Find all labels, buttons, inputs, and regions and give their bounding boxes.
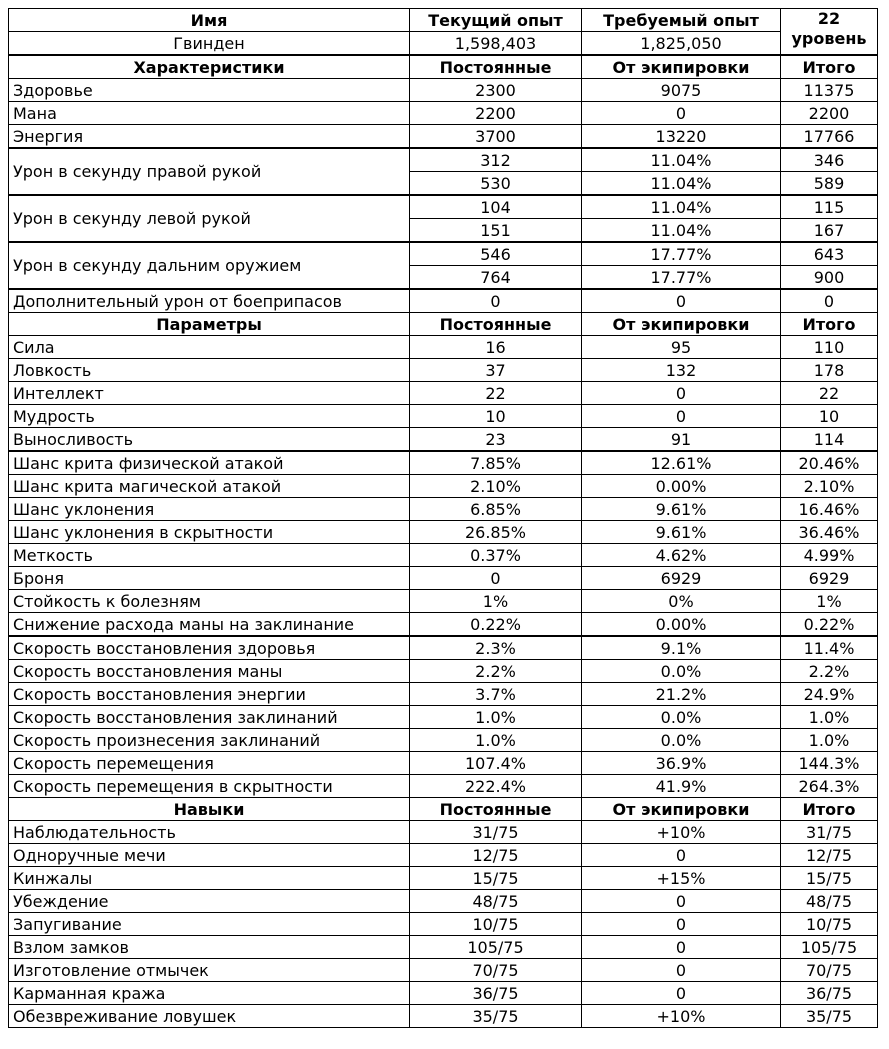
- column-header-permanent: Постоянные: [410, 55, 582, 79]
- stat-total: 167: [781, 219, 878, 243]
- stat-permanent: 0: [410, 567, 582, 590]
- stat-permanent: 48/75: [410, 890, 582, 913]
- stat-equipment: 0: [582, 959, 781, 982]
- stat-permanent: 6.85%: [410, 498, 582, 521]
- table-row: [9, 867, 878, 890]
- table-row: [9, 405, 878, 428]
- stat-permanent: 12/75: [410, 844, 582, 867]
- stat-permanent: 7.85%: [410, 451, 582, 475]
- column-header-permanent: Постоянные: [410, 798, 582, 821]
- stat-label: Ловкость: [9, 359, 410, 382]
- stat-equipment: 91: [582, 428, 781, 452]
- stat-total: 36.46%: [781, 521, 878, 544]
- stat-permanent: 23: [410, 428, 582, 452]
- stat-equipment: 11.04%: [582, 219, 781, 243]
- stat-permanent: 222.4%: [410, 775, 582, 798]
- parameters-header-row: [9, 313, 878, 336]
- current-exp-value: 1,598,403: [410, 32, 582, 56]
- stat-permanent: 10/75: [410, 913, 582, 936]
- stat-equipment: 0: [582, 890, 781, 913]
- stat-equipment: 0: [582, 102, 781, 125]
- stat-label: Выносливость: [9, 428, 410, 452]
- stat-permanent: 10: [410, 405, 582, 428]
- table-row: [9, 498, 878, 521]
- stat-equipment: 0.0%: [582, 706, 781, 729]
- stat-total: 2.10%: [781, 475, 878, 498]
- stat-equipment: 0.00%: [582, 475, 781, 498]
- stat-total: 2200: [781, 102, 878, 125]
- table-row: [9, 590, 878, 613]
- table-row: [9, 195, 878, 219]
- stat-equipment: 0: [582, 289, 781, 313]
- section-title: Параметры: [9, 313, 410, 336]
- character-stats-table: [8, 8, 878, 1028]
- table-row: [9, 382, 878, 405]
- stat-total: 11.4%: [781, 636, 878, 660]
- stat-label: Скорость восстановления маны: [9, 660, 410, 683]
- stat-equipment: +10%: [582, 821, 781, 844]
- level-number: 22: [817, 9, 841, 28]
- required-exp-header: Требуемый опыт: [582, 9, 781, 32]
- table-row: [9, 613, 878, 637]
- stat-total: 10/75: [781, 913, 878, 936]
- stat-permanent: 36/75: [410, 982, 582, 1005]
- stat-permanent: 0.22%: [410, 613, 582, 637]
- stat-equipment: +10%: [582, 1005, 781, 1028]
- table-row: [9, 936, 878, 959]
- table-row: [9, 1005, 878, 1028]
- table-row: [9, 821, 878, 844]
- table-row: [9, 959, 878, 982]
- stat-label: Скорость восстановления заклинаний: [9, 706, 410, 729]
- stat-label: Взлом замков: [9, 936, 410, 959]
- stat-permanent: 16: [410, 336, 582, 359]
- stat-equipment: 36.9%: [582, 752, 781, 775]
- column-header-total: Итого: [781, 55, 878, 79]
- stat-equipment: +15%: [582, 867, 781, 890]
- stat-total: 264.3%: [781, 775, 878, 798]
- stat-equipment: 0: [582, 913, 781, 936]
- stat-label: Обезвреживание ловушек: [9, 1005, 410, 1028]
- stat-equipment: 4.62%: [582, 544, 781, 567]
- stat-total: 144.3%: [781, 752, 878, 775]
- stat-equipment: 9.61%: [582, 498, 781, 521]
- stat-total: 4.99%: [781, 544, 878, 567]
- column-header-total: Итого: [781, 313, 878, 336]
- stat-permanent: 2.2%: [410, 660, 582, 683]
- stat-label: Броня: [9, 567, 410, 590]
- table-row: [9, 102, 878, 125]
- table-row: [9, 289, 878, 313]
- stat-equipment: 0: [582, 405, 781, 428]
- stat-equipment: 9.61%: [582, 521, 781, 544]
- stat-permanent: 0.37%: [410, 544, 582, 567]
- column-header-permanent: Постоянные: [410, 313, 582, 336]
- stat-total: 2.2%: [781, 660, 878, 683]
- stat-equipment: 41.9%: [582, 775, 781, 798]
- table-row: [9, 359, 878, 382]
- stat-permanent: 2.10%: [410, 475, 582, 498]
- stat-total: 15/75: [781, 867, 878, 890]
- stat-equipment: 13220: [582, 125, 781, 149]
- table-row: [9, 521, 878, 544]
- stat-label: Шанс уклонения: [9, 498, 410, 521]
- stat-permanent: 2200: [410, 102, 582, 125]
- stat-label: Одноручные мечи: [9, 844, 410, 867]
- stat-permanent: 764: [410, 266, 582, 290]
- stat-total: 20.46%: [781, 451, 878, 475]
- column-header-total: Итого: [781, 798, 878, 821]
- section-title: Навыки: [9, 798, 410, 821]
- column-header-equipment: От экипировки: [582, 313, 781, 336]
- table-row: [9, 79, 878, 102]
- character-name: Гвинден: [9, 32, 410, 56]
- table-row: [9, 148, 878, 172]
- stat-equipment: 11.04%: [582, 172, 781, 196]
- stat-permanent: 530: [410, 172, 582, 196]
- stat-label: Изготовление отмычек: [9, 959, 410, 982]
- stat-total: 24.9%: [781, 683, 878, 706]
- table-row: [9, 775, 878, 798]
- stat-permanent: 105/75: [410, 936, 582, 959]
- stat-label: Здоровье: [9, 79, 410, 102]
- stat-permanent: 1.0%: [410, 706, 582, 729]
- stat-total: 346: [781, 148, 878, 172]
- stat-equipment: 6929: [582, 567, 781, 590]
- dps-label: Урон в секунду правой рукой: [9, 148, 410, 195]
- stat-label: Скорость восстановления энергии: [9, 683, 410, 706]
- stat-total: 36/75: [781, 982, 878, 1005]
- stat-total: 0: [781, 289, 878, 313]
- stat-label: Снижение расхода маны на заклинание: [9, 613, 410, 637]
- stat-label: Наблюдательность: [9, 821, 410, 844]
- stat-equipment: 9.1%: [582, 636, 781, 660]
- stat-permanent: 35/75: [410, 1005, 582, 1028]
- current-exp-header: Текущий опыт: [410, 9, 582, 32]
- stat-equipment: 9075: [582, 79, 781, 102]
- stat-total: 589: [781, 172, 878, 196]
- stat-label: Кинжалы: [9, 867, 410, 890]
- stat-equipment: 21.2%: [582, 683, 781, 706]
- stat-permanent: 0: [410, 289, 582, 313]
- table-row: [9, 890, 878, 913]
- stat-total: 70/75: [781, 959, 878, 982]
- table-row: [9, 660, 878, 683]
- stat-total: 31/75: [781, 821, 878, 844]
- stat-label: Сила: [9, 336, 410, 359]
- column-header-equipment: От экипировки: [582, 798, 781, 821]
- stat-label: Интеллект: [9, 382, 410, 405]
- stat-total: 16.46%: [781, 498, 878, 521]
- stat-permanent: 546: [410, 242, 582, 266]
- stat-permanent: 104: [410, 195, 582, 219]
- table-row: [9, 683, 878, 706]
- stat-total: 1.0%: [781, 729, 878, 752]
- stat-equipment: 0: [582, 936, 781, 959]
- table-row: [9, 844, 878, 867]
- stat-total: 1%: [781, 590, 878, 613]
- skills-header-row: [9, 798, 878, 821]
- stat-equipment: 0%: [582, 590, 781, 613]
- table-row: [9, 567, 878, 590]
- stat-total: 10: [781, 405, 878, 428]
- name-header: Имя: [9, 9, 410, 32]
- stat-label: Скорость произнесения заклинаний: [9, 729, 410, 752]
- level-cell: [781, 9, 878, 56]
- stat-equipment: 0.00%: [582, 613, 781, 637]
- required-exp-value: 1,825,050: [582, 32, 781, 56]
- stat-permanent: 2.3%: [410, 636, 582, 660]
- table-row: [9, 125, 878, 149]
- stat-permanent: 1.0%: [410, 729, 582, 752]
- stat-total: 643: [781, 242, 878, 266]
- stat-total: 12/75: [781, 844, 878, 867]
- table-row: [9, 636, 878, 660]
- stat-label: Мана: [9, 102, 410, 125]
- table-row: [9, 913, 878, 936]
- stat-equipment: 17.77%: [582, 242, 781, 266]
- stat-label: Шанс уклонения в скрытности: [9, 521, 410, 544]
- stat-permanent: 31/75: [410, 821, 582, 844]
- stat-total: 110: [781, 336, 878, 359]
- stat-label: Шанс крита магической атакой: [9, 475, 410, 498]
- stat-label: Карманная кража: [9, 982, 410, 1005]
- table-row: [9, 706, 878, 729]
- stat-permanent: 2300: [410, 79, 582, 102]
- table-row: [9, 428, 878, 452]
- stat-total: 17766: [781, 125, 878, 149]
- character-row: [9, 32, 878, 56]
- table-row: [9, 752, 878, 775]
- stat-total: 22: [781, 382, 878, 405]
- stat-label: Запугивание: [9, 913, 410, 936]
- table-row: [9, 982, 878, 1005]
- stat-permanent: 70/75: [410, 959, 582, 982]
- dps-label: Урон в секунду дальним оружием: [9, 242, 410, 289]
- stat-label: Энергия: [9, 125, 410, 149]
- table-row: [9, 242, 878, 266]
- stat-total: 114: [781, 428, 878, 452]
- stat-label: Мудрость: [9, 405, 410, 428]
- table-row: [9, 544, 878, 567]
- stat-equipment: 0.0%: [582, 660, 781, 683]
- stat-label: Дополнительный урон от боеприпасов: [9, 289, 410, 313]
- column-header-equipment: От экипировки: [582, 55, 781, 79]
- stat-permanent: 151: [410, 219, 582, 243]
- stat-equipment: 0: [582, 382, 781, 405]
- characteristics-header-row: [9, 55, 878, 79]
- section-title: Характеристики: [9, 55, 410, 79]
- stat-total: 178: [781, 359, 878, 382]
- table-row: [9, 451, 878, 475]
- table-row: [9, 475, 878, 498]
- stat-label: Убеждение: [9, 890, 410, 913]
- stat-equipment: 11.04%: [582, 195, 781, 219]
- stat-total: 0.22%: [781, 613, 878, 637]
- stat-permanent: 107.4%: [410, 752, 582, 775]
- stat-total: 48/75: [781, 890, 878, 913]
- stat-permanent: 26.85%: [410, 521, 582, 544]
- stat-label: Скорость восстановления здоровья: [9, 636, 410, 660]
- stat-total: 35/75: [781, 1005, 878, 1028]
- stat-total: 105/75: [781, 936, 878, 959]
- stat-equipment: 12.61%: [582, 451, 781, 475]
- stat-total: 115: [781, 195, 878, 219]
- stat-permanent: 37: [410, 359, 582, 382]
- stat-equipment: 0: [582, 844, 781, 867]
- stat-total: 6929: [781, 567, 878, 590]
- stat-total: 11375: [781, 79, 878, 102]
- stat-permanent: 15/75: [410, 867, 582, 890]
- header-row: [9, 9, 878, 32]
- stat-permanent: 312: [410, 148, 582, 172]
- stat-total: 900: [781, 266, 878, 290]
- dps-label: Урон в секунду левой рукой: [9, 195, 410, 242]
- level-word: уровень: [791, 29, 867, 48]
- stat-label: Меткость: [9, 544, 410, 567]
- stat-total: 1.0%: [781, 706, 878, 729]
- stat-label: Шанс крита физической атакой: [9, 451, 410, 475]
- stat-permanent: 22: [410, 382, 582, 405]
- stat-permanent: 3700: [410, 125, 582, 149]
- stat-permanent: 3.7%: [410, 683, 582, 706]
- stat-equipment: 0.0%: [582, 729, 781, 752]
- stat-equipment: 95: [582, 336, 781, 359]
- stat-permanent: 1%: [410, 590, 582, 613]
- stat-label: Скорость перемещения: [9, 752, 410, 775]
- stat-label: Стойкость к болезням: [9, 590, 410, 613]
- table-row: [9, 729, 878, 752]
- stat-equipment: 132: [582, 359, 781, 382]
- stat-label: Скорость перемещения в скрытности: [9, 775, 410, 798]
- stat-equipment: 17.77%: [582, 266, 781, 290]
- table-row: [9, 336, 878, 359]
- stat-equipment: 11.04%: [582, 148, 781, 172]
- stat-equipment: 0: [582, 982, 781, 1005]
